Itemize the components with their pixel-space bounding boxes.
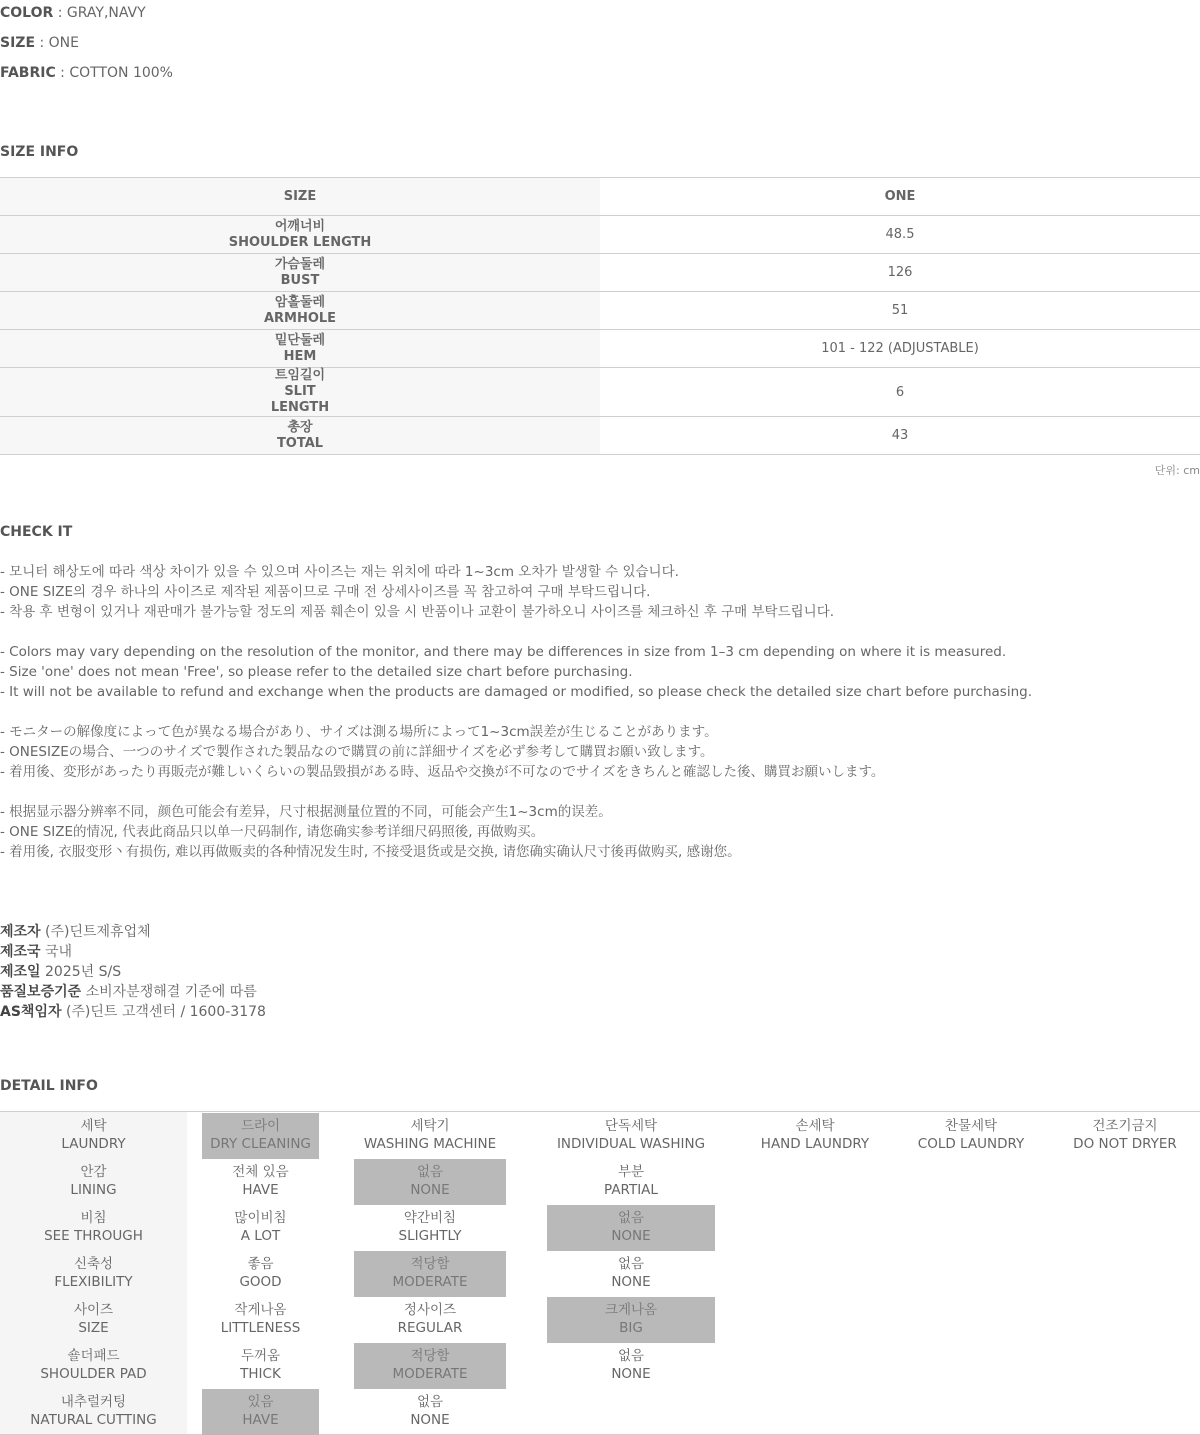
option-en: HAVE <box>242 1182 279 1198</box>
option-en: NONE <box>611 1366 651 1382</box>
option-ko: 있음 <box>247 1394 274 1410</box>
option-ko: 없음 <box>617 1348 645 1364</box>
check-it-title: CHECK IT <box>0 524 73 540</box>
detail-option-laundry <box>735 1113 895 1159</box>
table-row <box>0 330 1200 368</box>
spec-value: : ONE <box>35 35 79 51</box>
detail-option-shoulder-pad <box>547 1343 715 1389</box>
option-ko: 크게나옴 <box>604 1302 658 1318</box>
maker-value: (주)딘트제휴업체 <box>40 924 151 940</box>
size-row-label <box>0 254 600 292</box>
option-ko: 약간비침 <box>403 1210 457 1226</box>
option-en: NONE <box>410 1412 450 1428</box>
option-en: DO NOT DRYER <box>1073 1136 1177 1152</box>
option-en: BIG <box>619 1320 643 1336</box>
option-en: THICK <box>240 1366 281 1382</box>
maker-label: AS책임자 <box>0 1004 62 1020</box>
option-en: LINING <box>70 1182 117 1198</box>
detail-option-lining <box>202 1159 319 1205</box>
detail-row-label-natural-cutting <box>0 1389 187 1435</box>
size-row-value: 126 <box>600 254 1200 292</box>
label-ko: 밑단둘레 <box>274 332 326 348</box>
note-line: - It will not be available to refund and exchange when the products are damaged or modified, so please check the detailed size chart before purchasing. <box>0 684 1032 700</box>
note-line: - 根据显示器分辨率不同，颜色可能会有差异，尺寸根据测量位置的不同，可能会产生1~3cm的误差。 <box>0 804 612 820</box>
option-ko: 찬물세탁 <box>944 1118 998 1134</box>
size-row-value: 6 <box>600 368 1200 417</box>
label-ko: 총장 <box>287 419 313 435</box>
option-en: NONE <box>611 1274 651 1290</box>
option-ko: 내추럴커팅 <box>60 1394 127 1410</box>
option-ko: 정사이즈 <box>403 1302 457 1318</box>
label-en: TOTAL <box>276 435 324 451</box>
label-ko: 어깨너비 <box>274 218 326 234</box>
detail-option-size <box>354 1297 506 1343</box>
label-en: SLIT <box>284 384 316 399</box>
detail-option-natural-cutting <box>202 1389 319 1435</box>
spec-fabric <box>0 63 173 83</box>
maker-row <box>0 962 266 982</box>
note-line: - 착용 후 변형이 있거나 재판매가 불가능할 정도의 제품 훼손이 있을 시 반품이나 교환이 불가하오니 사이즈를 체크하신 후 구매 부탁드립니다. <box>0 604 835 620</box>
option-en: HAVE <box>242 1412 279 1428</box>
size-row-label <box>0 368 600 417</box>
detail-option-laundry <box>1050 1113 1200 1159</box>
table-row <box>0 292 1200 330</box>
label-en: SHOULDER LENGTH <box>228 234 372 250</box>
detail-option-size <box>547 1297 715 1343</box>
label-en-2: LENGTH <box>270 400 330 415</box>
size-row-value: 51 <box>600 292 1200 330</box>
maker-label: 제조일 <box>0 964 41 980</box>
option-en: MODERATE <box>392 1274 468 1290</box>
detail-option-see-through <box>547 1205 715 1251</box>
note-line: - ONE SIZE的情况, 代表此商品只以单一尺码制作, 请您确实参考详细尺码照後, 再做购买。 <box>0 824 545 840</box>
option-en: SEE THROUGH <box>44 1228 143 1244</box>
detail-option-shoulder-pad <box>354 1343 506 1389</box>
label-en: ARMHOLE <box>263 310 337 326</box>
maker-row <box>0 1002 266 1022</box>
option-en: GOOD <box>239 1274 282 1290</box>
detail-row-label-lining <box>0 1159 187 1205</box>
option-en: LAUNDRY <box>61 1136 126 1152</box>
size-row-value: 43 <box>600 417 1200 455</box>
spec-label: SIZE <box>0 35 36 51</box>
option-ko: 안감 <box>80 1164 107 1180</box>
note-line: - モニターの解像度によって色が異なる場合があり、サイズは測る場所によって1~3cm誤差が生じることがあります。 <box>0 724 718 740</box>
option-ko: 적당함 <box>410 1256 450 1272</box>
note-line: - Colors may vary depending on the resolution of the monitor, and there may be differences in size from 1–3 cm depending on where it is measured. <box>0 644 1007 660</box>
option-en: HAND LAUNDRY <box>760 1136 870 1152</box>
option-ko: 없음 <box>416 1394 444 1410</box>
detail-option-natural-cutting <box>354 1389 506 1435</box>
detail-row-label-size <box>0 1297 187 1343</box>
spec-value: : GRAY,NAVY <box>53 5 146 21</box>
maker-label: 품질보증기준 <box>0 984 82 1000</box>
check-it-notes <box>0 562 1032 862</box>
option-ko: 세탁기 <box>410 1118 450 1134</box>
table-row <box>0 254 1200 292</box>
option-en: DRY CLEANING <box>210 1136 311 1152</box>
spec-value: : COTTON 100% <box>55 65 173 81</box>
option-en: FLEXIBILITY <box>54 1274 133 1290</box>
size-header-value: ONE <box>600 178 1200 216</box>
option-ko: 적당함 <box>410 1348 450 1364</box>
size-row-label <box>0 292 600 330</box>
detail-option-lining <box>354 1159 506 1205</box>
detail-option-see-through <box>354 1205 506 1251</box>
maker-info <box>0 922 266 1022</box>
label-ko: 암홀둘레 <box>274 294 326 310</box>
option-ko: 전체 있음 <box>232 1164 289 1180</box>
spec-label: COLOR <box>0 5 54 21</box>
note-line: - Size 'one' does not mean 'Free', so please refer to the detailed size chart before purchasing. <box>0 664 633 680</box>
note-line: - ONE SIZE의 경우 하나의 사이즈로 제작된 제품이므로 구매 전 상세사이즈를 꼭 참고하여 구매 부탁드립니다. <box>0 584 651 600</box>
detail-row-label-flexibility <box>0 1251 187 1297</box>
option-ko: 없음 <box>617 1210 645 1226</box>
option-en: SIZE <box>78 1320 109 1336</box>
detail-row-label-laundry <box>0 1113 187 1159</box>
detail-info-grid <box>0 1111 1200 1435</box>
note-line: - ONESIZEの場合、一つのサイズで製作された製品なので購買の前に詳細サイズを必ず参考して購買お願い致します。 <box>0 744 714 760</box>
option-ko: 건조기금지 <box>1092 1118 1158 1134</box>
detail-option-see-through <box>202 1205 319 1251</box>
detail-row-label-see-through <box>0 1205 187 1251</box>
table-row <box>0 417 1200 455</box>
spec-label: FABRIC <box>0 65 56 81</box>
maker-label: 제조국 <box>0 944 41 960</box>
maker-row <box>0 942 266 962</box>
option-ko: 손세탁 <box>795 1118 835 1134</box>
option-ko: 세탁 <box>80 1118 107 1134</box>
option-en: LITTLENESS <box>220 1320 301 1336</box>
note-line: - 着用後, 衣服变形丶有损伤, 难以再做贩卖的各种情况发生时, 不接受退货或是交换, 请您确实确认尺寸後再做购买, 感谢您。 <box>0 844 741 860</box>
label-ko: 트임길이 <box>274 368 326 383</box>
maker-value: (주)딘트 고객센터 / 1600-3178 <box>61 1004 266 1020</box>
detail-option-size <box>202 1297 319 1343</box>
note-line: - 着用後、変形があったり再販売が難しいくらいの製品毀損がある時、返品や交換が不可なのでサイズをきちんと確認した後、購買お願いします。 <box>0 764 885 780</box>
spec-size <box>0 33 79 53</box>
option-ko: 단독세탁 <box>604 1118 658 1134</box>
size-row-label <box>0 417 600 455</box>
table-row <box>0 216 1200 254</box>
option-ko: 없음 <box>416 1164 444 1180</box>
detail-info-title: DETAIL INFO <box>0 1078 98 1094</box>
size-table-header <box>0 178 1200 216</box>
label-en: HEM <box>283 348 317 364</box>
option-ko: 두꺼움 <box>240 1348 281 1364</box>
size-header-label: SIZE <box>0 178 600 216</box>
maker-value: 소비자분쟁해결 기준에 따름 <box>81 984 257 1000</box>
table-row <box>0 368 1200 417</box>
detail-option-lining <box>547 1159 715 1205</box>
option-en: A LOT <box>240 1228 281 1244</box>
option-ko: 신축성 <box>73 1256 114 1272</box>
option-en: PARTIAL <box>604 1182 658 1198</box>
option-ko: 작게나옴 <box>234 1302 287 1318</box>
detail-option-flexibility <box>202 1251 319 1297</box>
option-en: NONE <box>410 1182 450 1198</box>
size-table <box>0 177 1200 455</box>
option-en: NATURAL CUTTING <box>30 1412 157 1428</box>
option-en: SHOULDER PAD <box>40 1366 147 1382</box>
option-ko: 많이비침 <box>234 1210 287 1226</box>
label-ko: 가슴둘레 <box>274 256 326 272</box>
option-en: NONE <box>611 1228 651 1244</box>
detail-option-laundry <box>547 1113 715 1159</box>
option-en: COLD LAUNDRY <box>917 1136 1025 1152</box>
detail-option-laundry <box>202 1113 319 1159</box>
option-ko: 사이즈 <box>73 1302 114 1318</box>
option-ko: 좋음 <box>247 1256 274 1272</box>
option-ko: 드라이 <box>240 1118 281 1134</box>
spec-color <box>0 3 146 23</box>
maker-value: 2025년 S/S <box>40 964 122 980</box>
option-en: REGULAR <box>397 1320 463 1336</box>
maker-row <box>0 922 266 942</box>
option-ko: 비침 <box>80 1210 107 1226</box>
detail-option-shoulder-pad <box>202 1343 319 1389</box>
option-ko: 없음 <box>617 1256 645 1272</box>
note-line: - 모니터 해상도에 따라 색상 차이가 있을 수 있으며 사이즈는 재는 위치에 따라 1~3cm 오차가 발생할 수 있습니다. <box>0 564 679 580</box>
detail-option-laundry <box>895 1113 1047 1159</box>
label-en: BUST <box>280 272 320 288</box>
maker-label: 제조자 <box>0 924 41 940</box>
option-en: MODERATE <box>392 1366 468 1382</box>
unit-label: 단위: cm <box>1154 464 1200 477</box>
size-row-value: 101 - 122 (ADJUSTABLE) <box>600 330 1200 368</box>
detail-option-laundry <box>354 1113 506 1159</box>
detail-row-label-shoulder-pad <box>0 1343 187 1389</box>
option-ko: 부분 <box>617 1164 645 1180</box>
size-row-label <box>0 216 600 254</box>
detail-option-flexibility <box>354 1251 506 1297</box>
option-en: WASHING MACHINE <box>363 1136 497 1152</box>
size-info-title: SIZE INFO <box>0 144 79 160</box>
size-row-value: 48.5 <box>600 216 1200 254</box>
maker-value: 국내 <box>40 944 73 960</box>
detail-option-flexibility <box>547 1251 715 1297</box>
option-en: SLIGHTLY <box>398 1228 462 1244</box>
option-en: INDIVIDUAL WASHING <box>556 1136 706 1152</box>
option-ko: 숄더패드 <box>67 1348 120 1364</box>
size-row-label <box>0 330 600 368</box>
maker-row <box>0 982 266 1002</box>
